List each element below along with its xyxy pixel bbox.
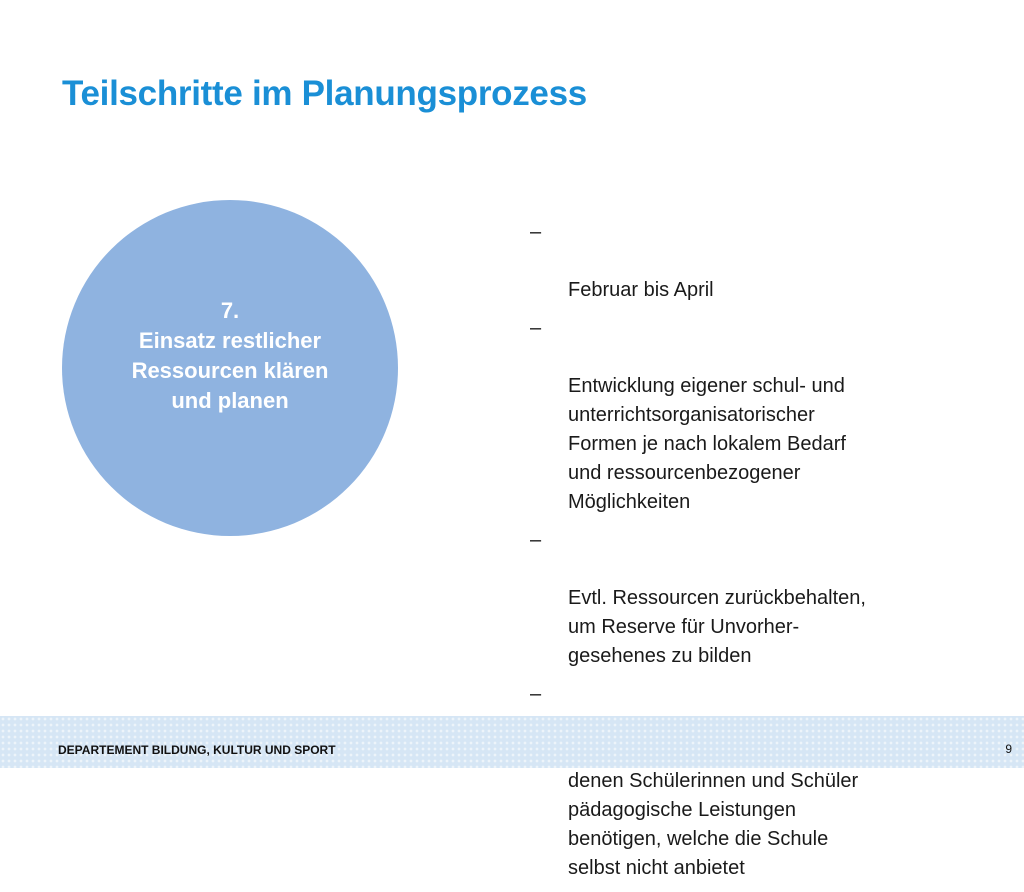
bullet-text: Februar bis April xyxy=(568,279,714,301)
dash-bullet-icon: – xyxy=(530,221,542,243)
step-number: 7. xyxy=(220,298,240,323)
slide-title: Teilschritte im Planungsprozess xyxy=(62,74,587,113)
step-label-line: Ressourcen klären xyxy=(131,358,329,383)
footer-organization: DEPARTEMENT BILDUNG, KULTUR UND SPORT xyxy=(58,743,336,757)
bullet-text: Evtl. Ressourcen zurückbehalten, um Reserve für Unvorher- gesehenes zu bilden xyxy=(568,587,866,667)
step-label xyxy=(62,200,398,536)
dash-bullet-icon: – xyxy=(530,529,542,551)
footer-band xyxy=(0,716,1024,768)
bullet-text: denen Schülerinnen und Schüler pädagogische Leistungen benötigen, welche die Schule selbst nicht anbietet xyxy=(568,770,859,879)
dash-bullet-icon: – xyxy=(530,683,542,705)
step-label-line: und planen xyxy=(171,388,289,413)
page-number: 9 xyxy=(1005,742,1012,756)
bullet-item xyxy=(530,218,970,305)
bullet-text: Entwicklung eigener schul- und unterrichtsorganisatorischer Formen je nach lokalem Bedarf und ressourcenbezogener Möglichkeiten xyxy=(568,375,846,513)
bullet-item xyxy=(530,314,970,517)
bullet-list xyxy=(530,218,970,892)
step-label-line: Einsatz restlicher xyxy=(138,328,322,353)
dash-bullet-icon: – xyxy=(530,317,542,339)
bullet-item xyxy=(530,526,970,671)
bullet-item xyxy=(530,680,970,883)
